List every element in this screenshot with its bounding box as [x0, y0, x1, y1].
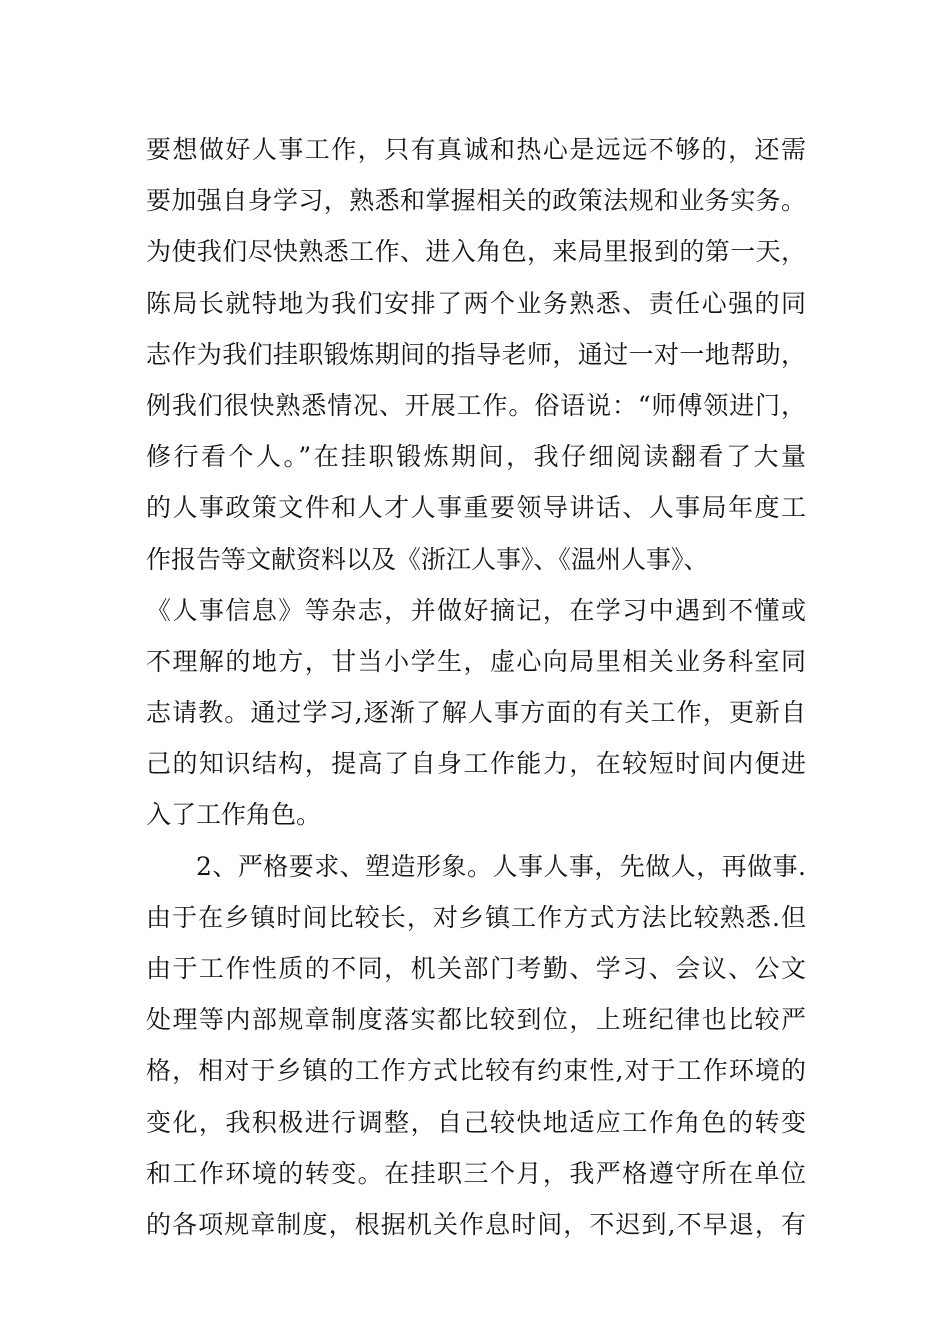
text-line: 的人事政策文件和人才人事重要领导讲话、人事局年度工	[146, 493, 806, 523]
text-line: 由于在乡镇时间比较长，对乡镇工作方式方法比较熟悉.但	[146, 902, 806, 932]
text-line: 处理等内部规章制度落实都比较到位，上班纪律也比较严	[146, 1005, 806, 1035]
text-line: 由于工作性质的不同，机关部门考勤、学习、会议、公文	[146, 954, 806, 983]
text-line: 的各项规章制度，根据机关作息时间，不迟到,不早退，有	[146, 1209, 806, 1239]
text-line: 己的知识结构，提高了自身工作能力，在较短时间内便进	[146, 749, 806, 779]
text-line: 例我们很快熟悉情况、开展工作。俗语说：“师傅领进门，	[146, 390, 806, 420]
text-line: 不理解的地方，甘当小学生，虚心向局里相关业务科室同	[146, 646, 806, 676]
text-line: 要想做好人事工作，只有真诚和热心是远远不够的，还需	[146, 135, 806, 164]
text-line: 要加强自身学习，熟悉和掌握相关的政策法规和业务实务。	[146, 186, 806, 216]
text-line: 修行看个人。”在挂职锻炼期间，我仔细阅读翻看了大量	[146, 442, 806, 472]
text-line: 格，相对于乡镇的工作方式比较有约束性,对于工作环境的	[146, 1056, 806, 1086]
body-text	[146, 124, 806, 1250]
paragraph-end-line: 入了工作角色。	[146, 800, 322, 830]
text-line: 志请教。通过学习,逐渐了解人事方面的有关工作，更新自	[146, 698, 806, 728]
text-line: 和工作环境的转变。在挂职三个月，我严格遵守所在单位	[146, 1158, 806, 1188]
text-line: 陈局长就特地为我们安排了两个业务熟悉、责任心强的同	[146, 288, 806, 318]
text-line: 为使我们尽快熟悉工作、进入角色，来局里报到的第一天，	[146, 237, 806, 267]
text-line: 志作为我们挂职锻炼期间的指导老师，通过一对一地帮助，	[146, 339, 806, 369]
text-line: 《人事信息》等杂志，并做好摘记，在学习中遇到不懂或	[146, 595, 806, 625]
text-line: 变化，我积极进行调整，自己较快地适应工作角色的转变	[146, 1107, 806, 1137]
paragraph-start-line: 2、严格要求、塑造形象。人事人事，先做人，再做事.	[196, 851, 806, 881]
text-line: 作报告等文献资料以及《浙江人事》、《温州人事》、	[146, 544, 709, 574]
